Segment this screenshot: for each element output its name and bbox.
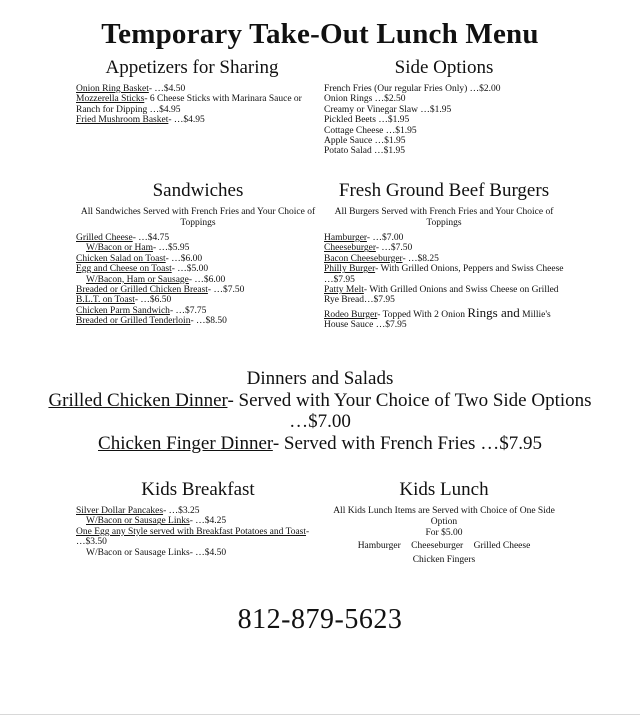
sandwich-item-price: - …$7.50 [207,285,245,296]
kids-breakfast-item-price: - …$4.25 [189,516,227,527]
appetizer-item [76,84,308,94]
burger-item [324,264,564,285]
kids-breakfast-item-price: - …$4.50 [189,547,227,558]
burger-item-name: Patty Melt [324,285,364,296]
sandwich-item-price: - …$5.95 [153,243,190,254]
sandwich-item-price: - …$7.75 [169,305,207,316]
sandwich-item [76,285,320,295]
sandwiches-note: All Sandwiches Served with French Fries and Your Choice of Toppings [80,207,316,228]
kids-breakfast-item-name: W/Bacon or Sausage Links [86,516,190,527]
burger-item [324,233,564,243]
burger-item-price: - With Grilled Onions, Peppers and Swiss Cheese …$7.95 [324,264,564,285]
sides-heading: Side Options [394,57,494,78]
sandwich-item-price: - …$5.00 [171,264,209,275]
appetizer-item-price: - …$4.95 [168,115,205,126]
sandwich-item [76,306,320,316]
burger-item-name: Bacon Cheeseburger [324,253,403,264]
appetizers-section [76,57,308,126]
side-item: Pickled Beets …$1.95 [324,115,410,126]
appetizers-list [76,84,308,126]
burgers-heading: Fresh Ground Beef Burgers [338,180,550,201]
chicken-finger-dinner [40,433,600,455]
sandwich-item [76,316,320,326]
side-item: Cottage Cheese …$1.95 [324,125,417,136]
dinners-section [40,368,600,454]
grilled-chicken-dinner-name: Grilled Chicken Dinner [48,389,228,411]
sandwich-item [76,275,320,285]
sandwich-item-price: - …$6.00 [165,253,203,264]
side-item: French Fries (Our regular Fries Only) …$2.00 [324,84,501,94]
dinners-heading: Dinners and Salads [246,368,394,389]
sandwich-item-price: - …$4.75 [132,233,170,243]
burgers-section [324,180,564,331]
kids-breakfast-item-name: Silver Dollar Pancakes [76,506,164,516]
menu-title: Temporary Take-Out Lunch Menu [101,18,539,50]
burger-item [324,243,564,253]
sandwich-item-price: - …$8.50 [190,316,227,327]
appetizer-item [76,115,308,125]
chicken-finger-dinner-desc: - Served with French Fries …$7.95 [272,432,542,454]
kids-breakfast-item [76,548,320,558]
rodeo-burger-desc: - Topped With 2 Onion [377,309,468,320]
burger-item-name: Cheeseburger [324,243,376,254]
kids-lunch-section [324,479,564,567]
kids-breakfast-item-price: - …$3.25 [163,506,200,516]
sandwich-item [76,264,320,274]
sandwich-item-name: Breaded or Grilled Chicken Breast [76,285,208,296]
burger-item-name: Hamburger [324,233,367,243]
burger-item-price: - …$7.00 [366,233,404,243]
burger-item-name: Philly Burger [324,264,376,275]
kids-breakfast-section [76,479,320,558]
appetizer-item-name: Mozzerella Sticks [76,94,145,105]
sandwich-item [76,243,320,253]
sandwich-item [76,254,320,264]
sandwich-item-name: Egg and Cheese on Toast [76,264,172,275]
burgers-note: All Burgers Served with French Fries and Your Choice of Toppings [334,207,554,228]
burger-item-price: - …$7.50 [375,243,413,254]
kids-lunch-item: Hamburger [357,541,401,551]
kids-breakfast-item-name: W/Bacon or Sausage Links [86,547,190,558]
sides-list [324,84,564,157]
grilled-chicken-dinner-desc: - Served with Your Choice of Two Side Options …$7.00 [227,389,592,432]
rodeo-burger-name: Rodeo Burger [324,309,378,320]
sandwich-item-name: Chicken Parm Sandwich [76,305,170,316]
sandwich-item [76,233,320,243]
rodeo-burger-item [324,304,564,331]
bottom-divider [0,714,640,715]
kids-breakfast-list [76,506,320,558]
kids-lunch-item-last: Chicken Fingers [412,555,476,565]
burger-item-price: - …$8.25 [402,253,439,264]
appetizer-item-name: Onion Ring Basket [76,84,149,94]
burger-item [324,254,564,264]
appetizer-item-name: Fried Mushroom Basket [76,115,169,126]
kids-breakfast-item [76,527,320,548]
kids-lunch-price: For $5.00 [425,528,463,538]
rodeo-burger-desc-large: Rings and [467,304,520,320]
side-item: Apple Sauce …$1.95 [324,136,406,147]
side-item: Potato Salad …$1.95 [324,146,406,157]
sandwich-item-name: Chicken Salad on Toast [76,253,166,264]
phone-number: 812-879-5623 [237,604,403,635]
appetizers-heading: Appetizers for Sharing [105,57,279,78]
sandwich-item-name: Grilled Cheese [76,233,133,243]
sandwich-item-name: W/Bacon, Ham or Sausage [86,274,189,285]
kids-breakfast-item-price: - …$3.50 [76,526,310,548]
kids-breakfast-item [76,516,320,526]
chicken-finger-dinner-name: Chicken Finger Dinner [98,432,273,454]
rodeo-burger-price: Millie's House Sauce …$7.95 [324,309,551,331]
sandwich-item [76,295,320,305]
side-item: Creamy or Vinegar Slaw …$1.95 [324,104,452,115]
kids-breakfast-item [76,506,320,516]
sandwich-item-name: W/Bacon or Ham [86,243,154,254]
sandwiches-list [76,233,320,327]
kids-breakfast-heading: Kids Breakfast [141,479,255,500]
sides-section [324,57,564,157]
side-item: Onion Rings …$2.50 [324,94,406,105]
appetizer-item-price: - 6 Cheese Sticks with Marinara Sauce or Ranch for Dipping …$4.95 [76,94,302,115]
kids-lunch-item: Grilled Cheese [473,541,531,551]
sandwich-item-name: Breaded or Grilled Tenderloin [76,316,191,327]
sandwich-item-price: - …$6.00 [188,274,226,285]
sandwich-item-name: B.L.T. on Toast [76,295,135,306]
sandwich-item-price: - …$6.50 [134,295,172,306]
sandwiches-section [76,180,320,327]
kids-lunch-items-row [324,539,564,553]
appetizer-item [76,94,308,115]
kids-lunch-item: Cheeseburger [411,541,464,551]
burger-item-price: - With Grilled Onions and Swiss Cheese on Grilled Rye Bread…$7.95 [324,285,559,306]
kids-lunch-note: All Kids Lunch Items are Served with Choice of One Side Option [333,506,555,527]
kids-lunch-heading: Kids Lunch [399,479,489,500]
sandwiches-heading: Sandwiches [152,180,244,201]
grilled-chicken-dinner [40,390,600,433]
burgers-list [324,233,564,306]
burger-item [324,285,564,306]
appetizer-item-price: - …$4.50 [148,84,186,94]
kids-breakfast-item-name: One Egg any Style served with Breakfast Potatoes and Toast [76,526,307,537]
